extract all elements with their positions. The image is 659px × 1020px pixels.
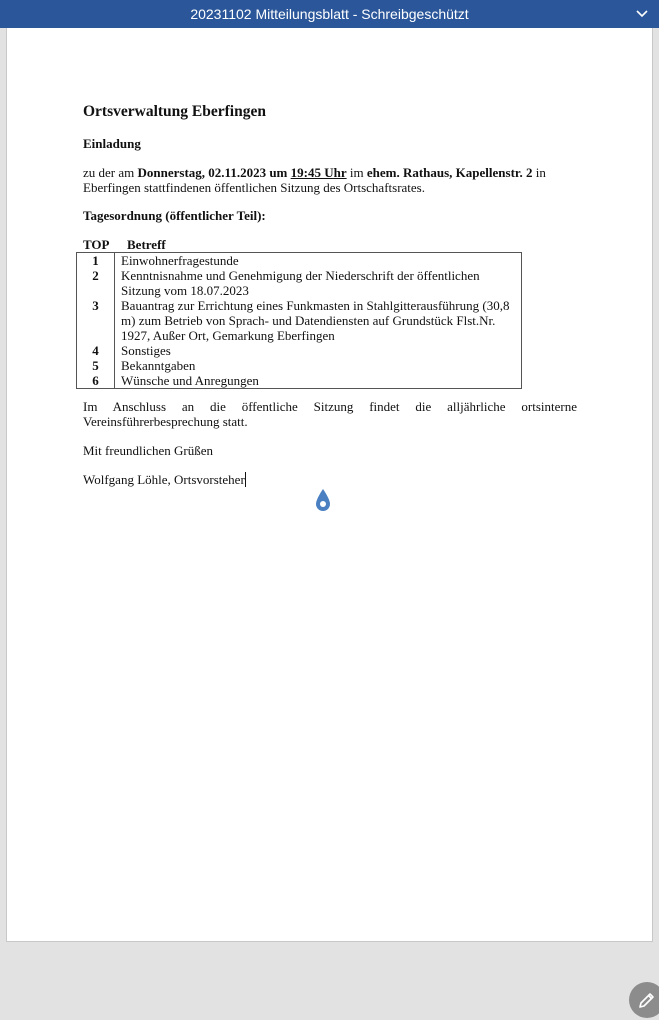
intro-text-1: zu der am xyxy=(83,165,138,180)
intro-date: Donnerstag, 02.11.2023 um xyxy=(137,165,291,180)
row-text: Kenntnisnahme und Genehmigung der Niederschrift der öffentlichen Sitzung vom 18.07.2023 xyxy=(121,268,480,298)
row-text: Wünsche und Anregungen xyxy=(121,373,259,388)
intro-text-3: in xyxy=(532,165,546,180)
pencil-icon xyxy=(638,991,656,1009)
document-title: 20231102 Mitteilungsblatt - Schreibgeschützt xyxy=(190,6,469,22)
table-row xyxy=(77,268,521,298)
row-number: 2 xyxy=(92,268,99,283)
org-heading: Ortsverwaltung Eberfingen xyxy=(83,103,266,120)
row-text: Bauantrag zur Errichtung eines Funkmasten in Stahlgitterausführung (30,8 m) zum Betrieb von Sprach- und Datendiensten auf Grundstück Flst.Nr. 1927, Außer Ort, Gemarkung Eberfingen xyxy=(121,298,510,343)
closing-paragraph: Im Anschluss an die öffentliche Sitzung findet die alljährliche ortsinterne Vereinsführerbesprechung statt. xyxy=(83,399,577,429)
title-bar xyxy=(0,0,659,28)
table-row xyxy=(77,253,521,268)
edit-button[interactable] xyxy=(629,982,659,1018)
header-betreff: Betreff xyxy=(127,237,166,252)
table-row xyxy=(77,373,521,388)
row-text: Bekanntgaben xyxy=(121,358,196,373)
agenda-table xyxy=(83,237,522,389)
intro-time: 19:45 Uhr xyxy=(290,165,347,180)
signature xyxy=(83,472,246,487)
row-number: 4 xyxy=(92,343,99,358)
text-cursor xyxy=(245,472,246,487)
greeting: Mit freundlichen Grüßen xyxy=(83,443,213,458)
intro-location: ehem. Rathaus, Kapellenstr. 2 xyxy=(366,165,533,180)
text-cursor-handle-icon[interactable] xyxy=(314,487,332,515)
intro-line-2: Eberfingen stattfindenen öffentlichen Sitzung des Ortschaftsrates. xyxy=(83,180,425,195)
row-number: 1 xyxy=(92,253,99,268)
row-number: 6 xyxy=(92,373,99,388)
row-text: Sonstiges xyxy=(121,343,171,358)
table-row xyxy=(77,358,521,373)
table-header xyxy=(83,237,522,252)
signature-text: Wolfgang Löhle, Ortsvorsteher xyxy=(83,472,245,487)
chevron-down-icon[interactable] xyxy=(635,7,649,21)
table-body xyxy=(76,252,522,389)
row-text: Einwohnerfragestunde xyxy=(121,253,239,268)
column-divider xyxy=(114,253,115,388)
row-number: 3 xyxy=(92,298,99,313)
document-page[interactable] xyxy=(6,28,653,942)
row-number: 5 xyxy=(92,358,99,373)
intro-text-2: im xyxy=(346,165,367,180)
intro-paragraph xyxy=(83,165,577,195)
header-top: TOP xyxy=(83,237,110,252)
invitation-heading: Einladung xyxy=(83,136,141,151)
agenda-heading: Tagesordnung (öffentlicher Teil): xyxy=(83,208,266,223)
table-row xyxy=(77,298,521,343)
table-row xyxy=(77,343,521,358)
